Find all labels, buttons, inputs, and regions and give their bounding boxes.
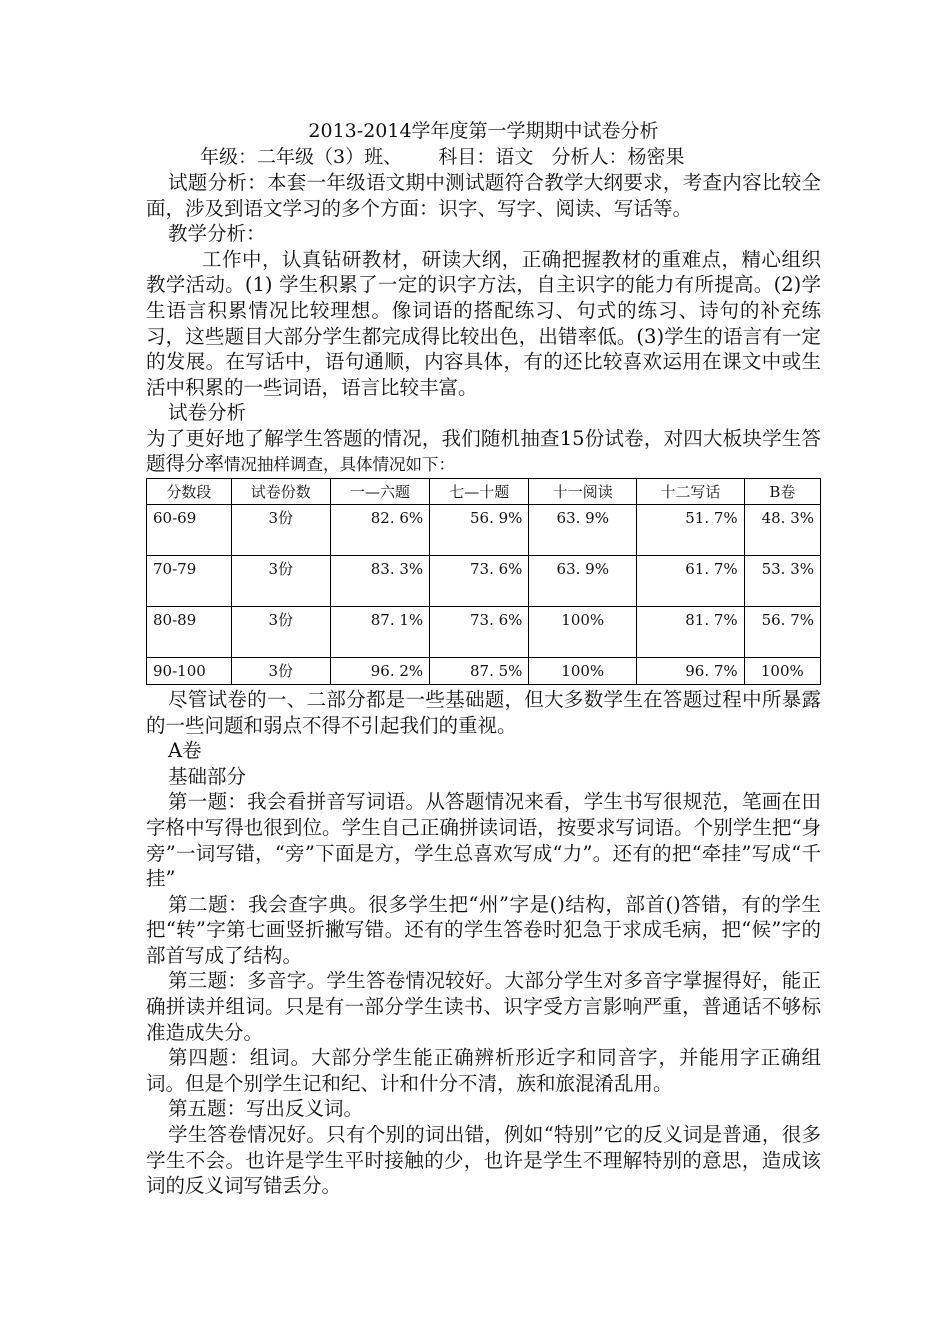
table-cell: 73. 6%	[430, 555, 529, 606]
table-header-cell: 试卷份数	[231, 478, 330, 504]
test-analysis-paragraph: 试题分析：本套一年级语文期中测试题符合教学大纲要求，考查内容比较全面，涉及到语文学习的多个方面：识字、写字、阅读、写话等。	[146, 171, 821, 220]
table-cell: 96. 7%	[637, 657, 745, 684]
table-cell: 87. 1%	[330, 606, 429, 657]
table-row	[147, 606, 821, 657]
despite-paragraph: 尽管试卷的一、二部分都是一些基础题，但大多数学生在答题过程中所暴露的一些问题和弱点不得不引起我们的重视。	[146, 687, 821, 737]
teaching-analysis-paragraph: 工作中，认真钻研教材，研读大纲，正确把握教材的重难点，精心组织教学活动。(1) 学生积累了一定的识字方法，自主识字的能力有所提高。(2)学生语言积累情况比较理想。像词语的搭配练习、句式的练习、诗句的补充练习，这些题目大部分学生都完成得比较出色，出错率低。(3)学生的语言有一定的发展。在写话中，语句通顺，内容具体，有的还比较喜欢运用在课文中或生活中积累的一些词语，语言比较丰富。	[146, 247, 821, 399]
table-row	[147, 504, 821, 555]
table-cell: 48. 3%	[744, 504, 820, 555]
table-cell: 100%	[529, 657, 637, 684]
table-cell: 80-89	[147, 606, 232, 657]
sampling-intro-paragraph	[146, 426, 821, 477]
table-header-cell: 一—六题	[330, 478, 429, 504]
document-title: 2013-2014学年度第一学期期中试卷分析	[308, 120, 659, 142]
table-cell: 90-100	[147, 657, 232, 684]
table-cell: 3份	[231, 606, 330, 657]
table-header-cell: 七—十题	[430, 478, 529, 504]
question-4-paragraph: 第四题：组词。大部分学生能正确辨析形近字和同音字，并能用字正确组词。但是个别学生记和纪、计和什分不清，族和旅混淆乱用。	[146, 1046, 821, 1095]
table-cell: 70-79	[147, 555, 232, 606]
sampling-intro-tail: 情况抽样调查，具体情况如下：	[224, 454, 456, 474]
table-cell: 100%	[744, 657, 820, 684]
document-meta: 年级：二年级（3）班、 科目：语文 分析人：杨密果	[200, 146, 685, 168]
table-cell: 96. 2%	[330, 657, 429, 684]
table-cell: 56. 7%	[744, 606, 820, 657]
table-header-row	[147, 478, 821, 504]
table-cell: 73. 6%	[430, 606, 529, 657]
table-cell: 87. 5%	[430, 657, 529, 684]
table-cell: 3份	[231, 555, 330, 606]
table-cell: 61. 7%	[637, 555, 745, 606]
table-cell: 51. 7%	[637, 504, 745, 555]
table-cell: 82. 6%	[330, 504, 429, 555]
table-cell: 3份	[231, 657, 330, 684]
table-row	[147, 555, 821, 606]
table-cell: 63. 9%	[529, 555, 637, 606]
table-cell: 63. 9%	[529, 504, 637, 555]
table-cell: 83. 3%	[330, 555, 429, 606]
paper-analysis-heading: 试卷分析	[168, 401, 247, 425]
teaching-analysis-heading: 教学分析：	[168, 222, 266, 246]
table-cell: 53. 3%	[744, 555, 820, 606]
question-2-paragraph: 第二题：我会查字典。很多学生把“州”字是()结构，部首()答错，有的学生把“转”字第七画竖折撇写错。还有的学生答卷时犯急于求成毛病，把“候”字的部首写成了结构。	[146, 892, 821, 967]
table-cell: 81. 7%	[637, 606, 745, 657]
basic-part-heading: 基础部分	[168, 764, 247, 788]
table-row	[147, 657, 821, 684]
table-cell: 56. 9%	[430, 504, 529, 555]
question-3-paragraph: 第三题：多音字。学生答卷情况较好。大部分学生对多音字掌握得好，能正确拼读并组词。只是有一部分学生读书、识字受方言影响严重，普通话不够标准造成失分。	[146, 969, 821, 1044]
table-header-cell: B卷	[744, 478, 820, 504]
table-header-cell: 分数段	[147, 478, 232, 504]
question-5-paragraph: 学生答卷情况好。只有个别的词出错，例如“特别”它的反义词是普通，很多学生不会。也许是学生平时接触的少，也许是学生不理解特别的意思，造成该词的反义词写错丢分。	[146, 1123, 821, 1198]
question-5-heading: 第五题：写出反义词。	[168, 1097, 364, 1121]
question-1-paragraph: 第一题：我会看拼音写词语。从答题情况来看，学生书写很规范，笔画在田字格中写得也很到位。学生自己正确拼读词语，按要求写词语。个别学生把“身旁”一词写错，“旁”下面是方，学生总喜欢写成“力”。还有的把“牵挂”写成“千挂”	[146, 790, 821, 891]
table-cell: 3份	[231, 504, 330, 555]
document-page	[146, 118, 821, 1199]
table-header-cell: 十一阅读	[529, 478, 637, 504]
table-header-cell: 十二写话	[637, 478, 745, 504]
sampling-intro-text: 为了更好地了解学生答题的情况，我们随机抽查15份试卷，对四大板块学生答题得分率	[146, 426, 821, 475]
score-rate-table	[146, 478, 821, 685]
section-a-heading: A卷	[168, 739, 202, 763]
table-cell: 60-69	[147, 504, 232, 555]
table-cell: 100%	[529, 606, 637, 657]
